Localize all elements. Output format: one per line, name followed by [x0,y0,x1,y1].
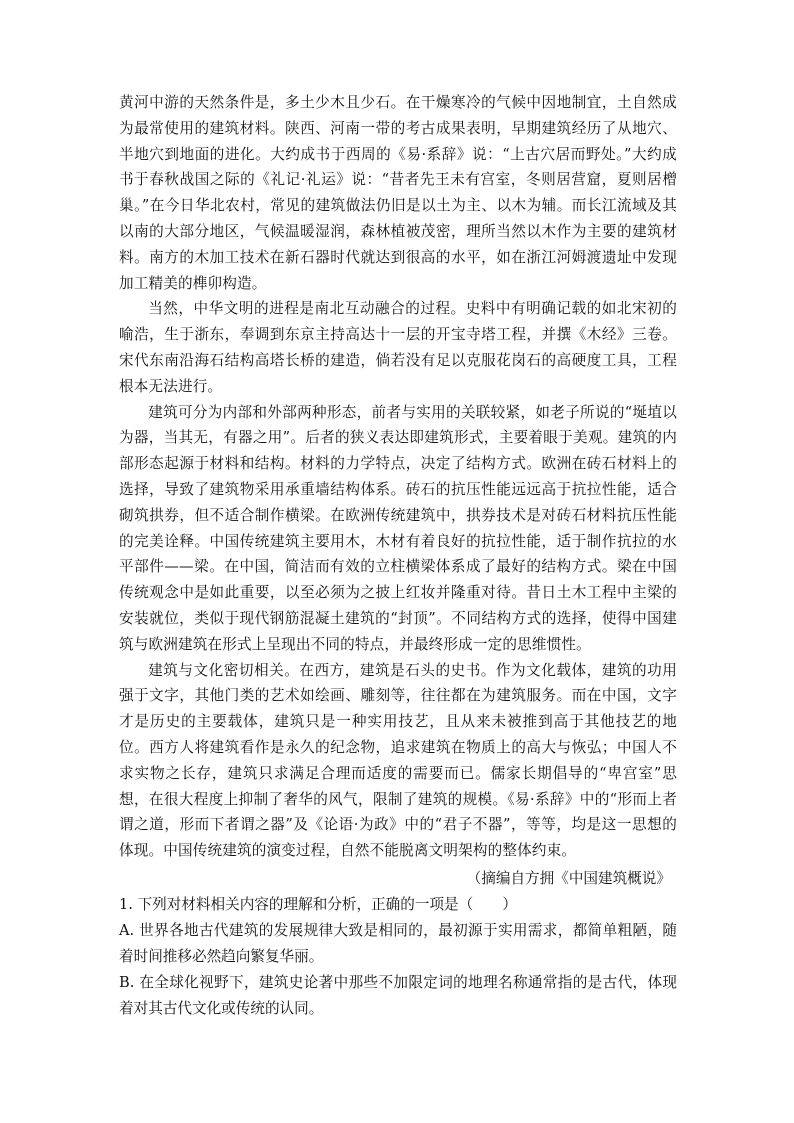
question-1-option-a: A. 世界各地古代建筑的发展规律大致是相同的，最初源于实用需求，都简单粗陋，随着时间推移必然趋向繁复华丽。 [119,921,677,965]
article-paragraph-2: 当然，中华文明的进程是南北互动融合的过程。史料中有明确记载的如北宋初的喻浩，生于浙东，奉调到东京主持高达十一层的开宝寺塔工程，并撰《木经》三卷。宋代东南沿海石结构高塔长桥的建造，倘若没有足以克服花岗石的高硬度工具，工程根本无法进行。 [119,300,677,395]
article-paragraph-1: 黄河中游的天然条件是，多土少木且少石。在干燥寒冷的气候中因地制宜，土自然成为最常使用的建筑材料。陕西、河南一带的考古成果表明，早期建筑经历了从地穴、半地穴到地面的进化。大约成书于西周的《易·系辞》说：“上古穴居而野处。”大约成书于春秋战国之际的《礼记·礼运》说：“昔者先王未有宫室，冬则居营窟，夏则居橧巢。”在今日华北农村，常见的建筑做法仍旧是以土为主、以木为辅。而长江流域及其以南的大部分地区，气候温暖湿润，森林植被茂密，理所当然以木作为主要的建筑材料。南方的木加工技术在新石器时代就达到很高的水平，如在浙江河姆渡遗址中发现加工精美的榫卯构造。 [119,94,677,292]
question-1-option-b: B. 在全球化视野下，建筑史论著中那些不加限定词的地理名称通常指的是古代，体现着对其古代文化或传统的认同。 [119,973,677,1017]
article-source: （摘编自方拥《中国建筑概说》 [466,869,671,887]
question-1-stem: 1. 下列对材料相关内容的理解和分析，正确的一项是（ ） [119,895,518,913]
document-page [119,90,677,1022]
article-paragraph-3: 建筑可分为内部和外部两种形态，前者与实用的关联较紧，如老子所说的“埏埴以为器，当其无，有器之用”。后者的狭义表达即建筑形式，主要着眼于美观。建筑的内部形态起源于材料和结构。材料的力学特点，决定了结构方式。欧洲在砖石材料上的选择，导致了建筑物采用承重墙结构体系。砖石的抗压性能远远高于抗拉性能，适合砌筑拱券，但不适合制作横梁。在欧洲传统建筑中，拱券技术是对砖石材料抗压性能的完美诠释。中国传统建筑主要用木，木材有着良好的抗拉性能，适于制作抗拉的水平部件——梁。在中国，简洁而有效的立柱横梁体系成了最好的结构方式。梁在中国传统观念中是如此重要，以至必须为之披上红妆并隆重对待。昔日土木工程中主梁的安装就位，类似于现代钢筋混凝土建筑的“封顶”。不同结构方式的选择，使得中国建筑与欧洲建筑在形式上呈现出不同的特点，并最终形成一定的思维惯性。 [119,403,677,653]
article-paragraph-4: 建筑与文化密切相关。在西方，建筑是石头的史书。作为文化载体，建筑的功用强于文字，其他门类的艺术如绘画、雕刻等，往往都在为建筑服务。而在中国，文字才是历史的主要载体，建筑只是一种实用技艺，且从来未被推到高于其他技艺的地位。西方人将建筑看作是永久的纪念物，追求建筑在物质上的高大与恢弘；中国人不求实物之长存，建筑只求满足合理而适度的需要而已。儒家长期倡导的“卑宫室”思想，在很大程度上抑制了奢华的风气，限制了建筑的规模。《易·系辞》中的“形而上者谓之道，形而下者谓之器”及《论语·为政》中的“君子不器”，等等，均是这一思想的体现。中国传统建筑的演变过程，自然不能脱离文明架构的整体约束。 [119,661,677,860]
